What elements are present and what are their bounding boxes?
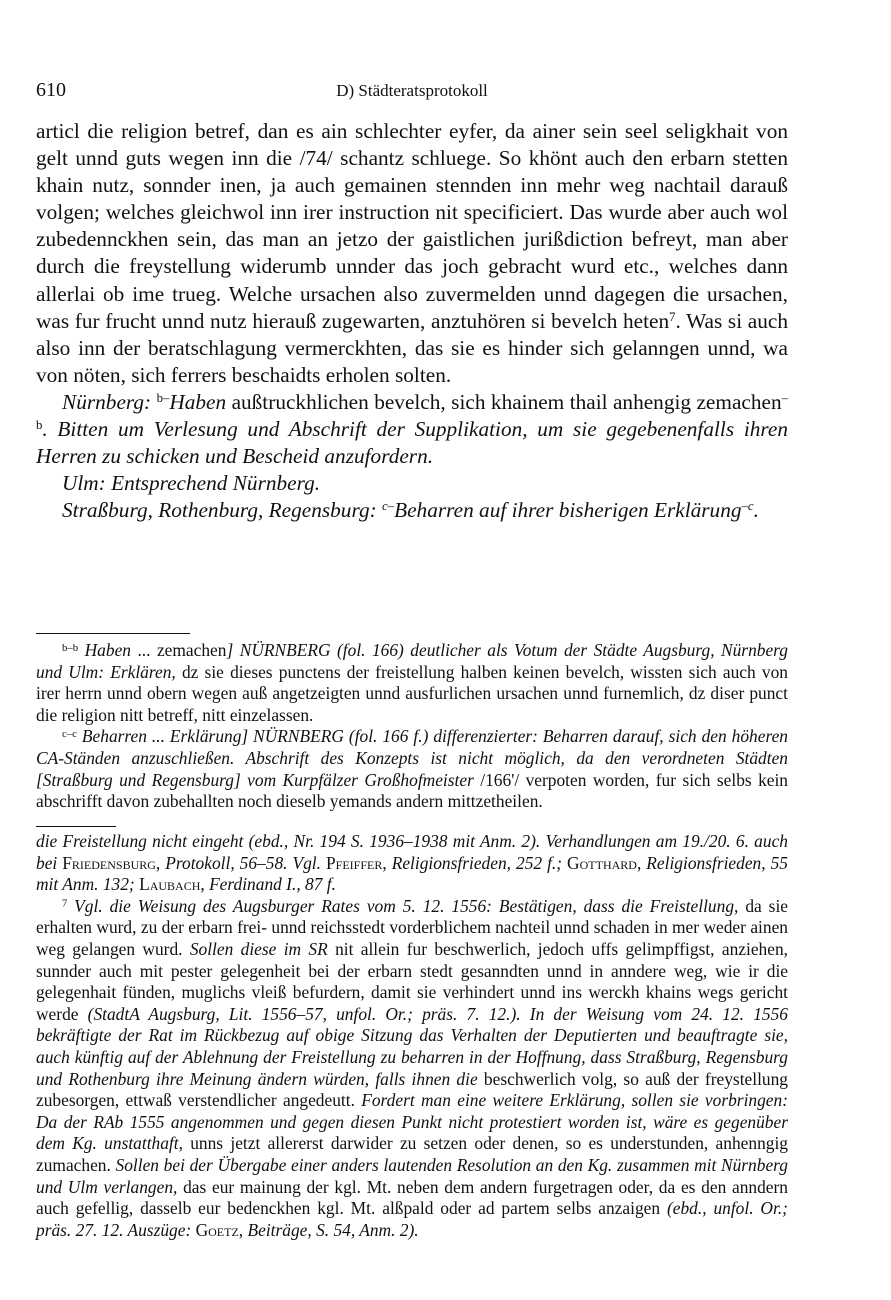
- main-text: [36, 118, 788, 524]
- textual-note-mark-b: b–: [156, 390, 170, 405]
- paragraph-augsburg-vote: articl die religion betref, dan es ain schlechter eyfer, da ainer sein seel seligkhait von gelt unnd guts wegen inn die /74/ schantz schluege. So khönt auch den erbarn stetten khain nutz, sonnder inen, ja auch gemainen stennden inn mehr weg nachtail darauß volgen; welches gleichwol inn irer instruction nit specificiert. Das wurde aber auch wol zubedennckhen sein, das man an jetzo der gaistlichen jurißdiction befreyt, man aber durch die freystellung widerumb unnder das joch gebracht wurd etc., welches dann allerlai ob ime trueg. Welche ursachen also zuvermelden unnd dagegen die ursachen, was fur frucht unnd nutz hierauß zugewarten, anztuhören si bevelch heten$^7$. Was si auch also inn der beratschlagung vermerckhten, das sie es hinder sich gelanngen unnd, wa von nöten, sich ferrers beschaidts erholen solten.: [36, 119, 788, 387]
- footnote-continuation: die Freistellung nicht eingeht (ebd., Nr. 194 S. 1936–1938 mit Anm. 2). Verhandlungen am 19./20. 6. auch bei Friedensburg, Protokoll, 56–58. Vgl. Pfeiffer, Religionsfrieden, 252 f.; Gotthard, Religionsfrieden, 55 mit Anm. 132; Laubach, Ferdinand I., 87 f.: [36, 831, 788, 895]
- textual-note-c: $^{c-c}$ Beharren ... Erklärung] NÜRNBERG (fol. 166 f.) differenzierter: Beharren darauf, sich den höheren CA-Ständen anzuschließen. Abschrift des Konzepts ist nicht möglich, da den verordneten Städten [Straßburg und Regensburg] vom Kurpfälzer Großhofmeister /166'/ verpoten worden, fur sich selbs kein abschrifft davon zubehallten noch dieselb yemands andern mittzetheilen.: [36, 726, 789, 812]
- textual-note-mark-c-close: –c: [741, 499, 754, 514]
- paragraph-ulm-vote: Ulm: Entsprechend Nürnberg.: [62, 471, 321, 496]
- footnote-7: $^7$ Vgl. die Weisung des Augsburger Rates vom 5. 12. 1556: Bestätigen, dass die Freistellung, da sie erhalten wurd, zu der erbarn frei- unnd reichsstedt vorderblichem nachteil unnd schaden in mer weder ainen weg gelangen wurd. Sollen diese im SR nit allein fur beschwerlich, jedoch uffs gelimpffigst, anziehen, sunnder auch mit pester gelegenheit bei der erbarn stedt gesanndten unnd in anndere weg, wie ir die gelegenhait fünden, muglichs vleiß befurdern, damit sie verhindert unnd ins werckh khains wegs gericht werde (StadtA Augsburg, Lit. 1556–57, unfol. Or.; präs. 7. 12.). In der Weisung vom 24. 12. 1556 bekräftigte der Rat im Rückbezug auf obige Sitzung das Verhalten der Deputierten und beauftragte sie, auch künftig auf der Ablehnung der Freistellung zu beharren in der Hoffnung, dass Straßburg, Regensburg und Rothenburg ihre Meinung ändern würden, falls ihnen die beschwerlich volg, so auß der freystellung zubesorgen, ettwaß verstendlicher angedeutt. Fordert man eine weitere Erklärung, sollen sie vorbringen: Da der RAb 1555 angenommen und gegen diesen Punkt nicht protestiert worden ist, wäre es gegenüber dem Kg. unstatthaft, unns jetzt allererst darwider zu setzen oder denen, so es understunden, anhenngig zumachen. Sollen bei der Übergabe einer anders lautenden Resolution an den Kg. zusammen mit Nürnberg und Ulm verlangen, das eur mainung der kgl. Mt. neben dem andern furgetragen oder, da es den anndern auch gefellig, dasselb eur bedenckhen kgl. Mt. alßpald oder ad partem selbs anzaigen (ebd., unfol. Or.; präs. 27. 12. Auszüge: Goetz, Beiträge, S. 54, Anm. 2).: [36, 895, 789, 1240]
- speaker-label: Nürnberg:: [62, 389, 152, 414]
- commentary-notes: [36, 831, 788, 1241]
- commentary-notes-separator: [36, 826, 116, 827]
- textual-note-mark-c: c–: [382, 499, 395, 514]
- textual-note-mark-b-close: –b: [36, 390, 788, 433]
- page-number: 610: [36, 79, 66, 101]
- footnote-ref-7: 7: [669, 309, 676, 324]
- textual-notes: [36, 640, 788, 813]
- running-title: D) Städteratsprotokoll: [336, 81, 488, 100]
- textual-note-b: $^{b-b}$ Haben ... zemachen] NÜRNBERG (fol. 166) deutlicher als Votum der Städte Augsburg, Nürnberg und Ulm: Erklären, dz sie dieses punctens der freistellung halben keinen bevelch, wissten sich auch von irer herrn unnd obern wegen auß angetzeigten unnd ausfurlichen ursachen unnd furnemlich, dz diser punct die religion nitt betreff, nitt einzelassen.: [36, 640, 788, 725]
- footnote-number: 7: [62, 898, 68, 910]
- speaker-label: Straßburg, Rothenburg, Regensburg:: [62, 498, 383, 523]
- page-header: [36, 79, 788, 103]
- paragraph-nuernberg-vote: Nürnberg: $^{b-}$Haben außtruckhlichen bevelch, sich khainem thail anhengig zemachen$^{-b}$. Bitten um Verlesung und Abschrift der Supplikation, um sie gegebenenfalls ihren Herren zu schicken und Bescheid anzufordern.: [36, 389, 788, 469]
- paragraph-strassburg-vote: Straßburg, Rothenburg, Regensburg: $^{c-}$Beharren auf ihrer bisherigen Erklärung$^{-c}$.: [62, 498, 759, 523]
- textual-notes-separator: [36, 633, 190, 634]
